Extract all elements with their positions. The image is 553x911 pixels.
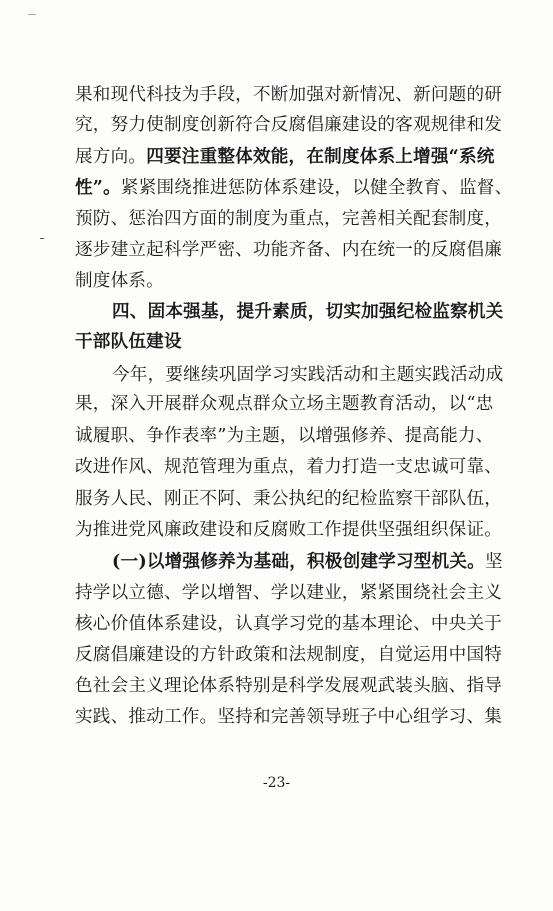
text-span: 持学以立德、学以增智、学以建业，紧紧围绕社会主义 <box>75 583 503 603</box>
bold-text: (一)以增强修养为基础，积极创建学习型机关。 <box>112 551 485 572</box>
text-line <box>75 518 502 542</box>
text-line <box>75 705 502 729</box>
scan-mark <box>40 238 44 239</box>
text-line <box>75 238 502 262</box>
text-line <box>75 455 502 479</box>
bold-text: 四要注重整体效能，在制度体系上增强“系统 <box>146 146 495 167</box>
text-span: 逐步建立起科学严密、功能齐备、内在统一的反腐倡廉 <box>75 240 503 260</box>
text-span: 诚履职、争作表率”为主题，以增强修养、提高能力、 <box>75 426 494 446</box>
text-span: 服务人民、刚正不阿、秉公执纪的纪检监察干部队伍， <box>75 489 503 509</box>
text-line <box>75 487 502 511</box>
text-span: 果和现代科技为手段，不断加强对新情况、新问题的研 <box>75 85 503 105</box>
text-span: 反腐倡廉建设的方针政策和法规制度，自觉运用中国特 <box>75 645 503 665</box>
text-span: 展方向。 <box>75 147 147 167</box>
bold-text: 干部队伍建设 <box>75 331 182 352</box>
text-span: 究，努力使制度创新符合反腐倡廉建设的客观规律和发 <box>75 115 503 135</box>
text-line <box>75 612 502 636</box>
text-line <box>75 674 502 698</box>
page-number: -23- <box>262 775 291 791</box>
text-line <box>75 207 502 231</box>
text-line <box>75 392 493 416</box>
bold-text: 性”。 <box>75 177 121 198</box>
text-line <box>112 363 503 387</box>
text-span: 果，深入开展群众观点群众立场主题教育活动，以“忠 <box>75 394 494 414</box>
bold-text: 四、固本强基，提升素质，切实加强纪检监察机关 <box>112 301 504 322</box>
text-span: 坚 <box>484 552 503 572</box>
text-line <box>75 176 512 200</box>
text-span: 改进作风、规范管理为重点，着力打造一支忠诚可靠、 <box>75 457 503 477</box>
text-line <box>75 113 502 137</box>
text-line <box>75 424 493 448</box>
text-span: 预防、惩治四方面的制度为重点，完善相关配套制度， <box>75 209 503 229</box>
text-line <box>75 269 164 293</box>
text-line <box>112 550 503 574</box>
text-span: 实践、推动工作。坚持和完善领导班子中心组学习、集 <box>75 707 503 727</box>
scan-mark <box>28 14 36 15</box>
text-line <box>75 643 502 667</box>
text-line <box>75 330 182 354</box>
text-line <box>112 300 503 324</box>
text-span: 色社会主义理论体系特别是科学发展观武装头脑、指导 <box>75 676 503 696</box>
text-span: 今年，要继续巩固学习实践活动和主题实践活动成 <box>112 365 504 385</box>
text-span: 核心价值体系建设，认真学习党的基本理论、中央关于 <box>75 614 503 634</box>
text-span: 制度体系。 <box>75 271 164 291</box>
text-span: 为推进党风廉政建设和反腐败工作提供坚强组织保证。 <box>75 520 503 540</box>
text-span: 紧紧围绕推进惩防体系建设，以健全教育、监督、 <box>120 178 513 198</box>
text-line <box>75 145 495 169</box>
text-line <box>75 581 502 605</box>
text-line <box>75 83 502 107</box>
